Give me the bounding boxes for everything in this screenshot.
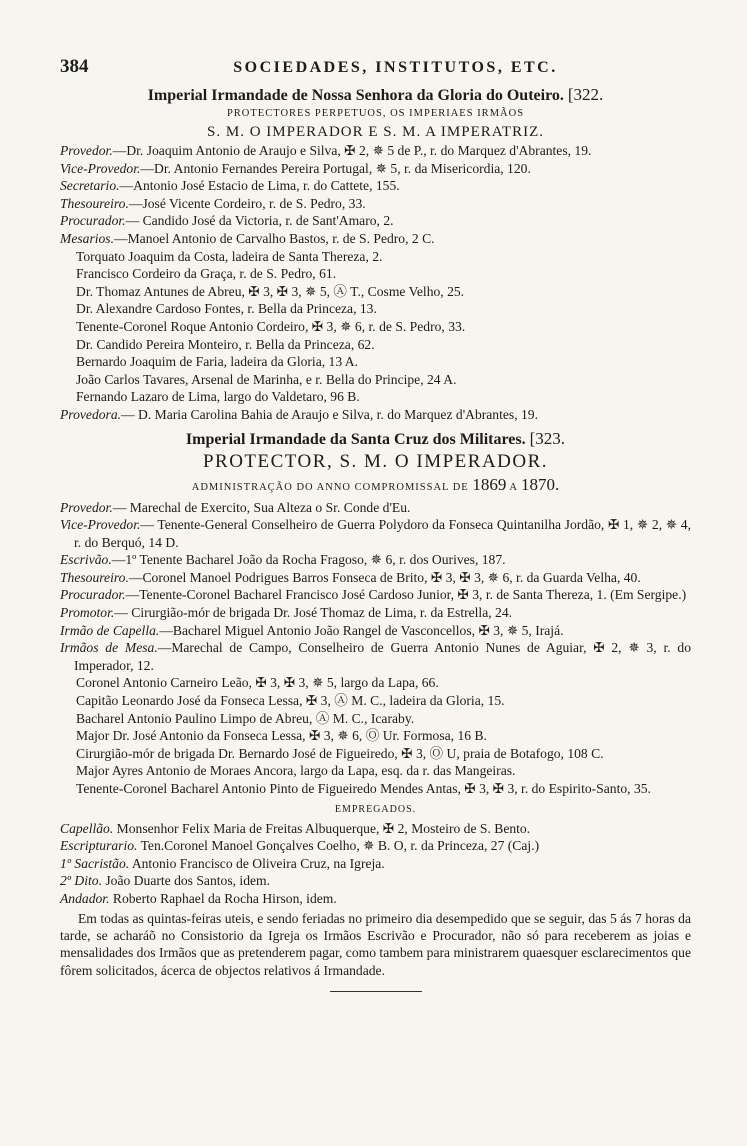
section-number: [322. <box>567 85 604 104</box>
entry-provedora <box>60 406 691 424</box>
empregados-heading: EMPREGADOS. <box>334 803 417 815</box>
mesa-item: Cirurgião-mór de brigada Dr. Bernardo José de Figueiredo, ✠ 3, Ⓞ U, praia de Botafogo, 108 C. <box>76 745 604 761</box>
section-name: Imperial Irmandade de Nossa Senhora da Gloria do Outeiro. <box>147 87 564 104</box>
running-title: SOCIEDADES, INSTITUTOS, ETC. <box>233 59 558 76</box>
entry-text: — Marechal de Exercito, Sua Alteza o Sr. Conde d'Eu. <box>112 499 411 515</box>
section-title-323 <box>60 428 691 450</box>
entry-thesoureiro <box>60 195 691 213</box>
entry-irmao-capella <box>60 622 691 640</box>
mesario-item: João Carlos Tavares, Arsenal de Marinha, e r. Bella do Principe, 24 A. <box>76 371 457 387</box>
role-label: 2º Dito. <box>60 873 102 889</box>
entry-text: —Coronel Manoel Podrigues Barros Fonseca de Brito, ✠ 3, ✠ 3, ✵ 6, r. da Guarda Velha, 40. <box>128 569 641 585</box>
empregado-item <box>60 820 691 838</box>
entry-provedor <box>60 499 691 517</box>
mesa-item: Tenente-Coronel Bacharel Antonio Pinto de Figueiredo Mendes Antas, ✠ 3, ✠ 3, r. do Espirito-Santo, 35. <box>76 781 651 796</box>
end-rule <box>330 991 422 992</box>
mesa-item: Coronel Antonio Carneiro Leão, ✠ 3, ✠ 3, ✵ 5, largo da Lapa, 66. <box>76 675 439 691</box>
role-label: Escripturario. <box>60 838 138 854</box>
role-label: Vice-Provedor. <box>60 517 141 533</box>
entry-text: — Cirurgião-mór de brigada Dr. José Thomaz de Lima, r. da Estrella, 24. <box>114 605 513 621</box>
entry-text: — D. Maria Carolina Bahia de Araujo e Silva, r. do Marquez d'Abrantes, 19. <box>121 406 538 422</box>
protectors-line: PROTECTORES PERPETUOS, OS IMPERIAES IRMÃOS <box>226 108 525 119</box>
role-label: Irmãos de Mesa. <box>60 640 158 656</box>
entry-provedor <box>60 142 691 160</box>
entry-text: — Candido José da Victoria, r. de Sant'Amaro, 2. <box>125 213 394 229</box>
empregado-item <box>60 837 691 855</box>
admin-prefix: ADMINISTRAÇÃO DO ANNO COMPROMISSAL DE <box>191 481 469 493</box>
mesario-item: Dr. Alexandre Cardoso Fontes, r. Bella da Princeza, 13. <box>76 301 377 317</box>
entry-text: — Tenente-General Conselheiro de Guerra Polydoro da Fonseca Quintanilha Jordão, ✠ 1, ✵ 2, ✵ 4, r. do Berquó, 14 D. <box>74 517 691 550</box>
empregado-item <box>60 872 691 890</box>
entry-vice-provedor <box>60 516 691 551</box>
role-label: Thesoureiro. <box>60 569 129 585</box>
entry-promotor <box>60 604 691 622</box>
protectors-names: S. M. O IMPERADOR E S. M. A IMPERATRIZ. <box>207 124 544 140</box>
mesario-item: Bernardo Joaquim de Faria, ladeira da Gloria, 13 A. <box>76 354 358 370</box>
entry-text: —Antonio José Estacio de Lima, r. do Cattete, 155. <box>119 178 400 194</box>
entry-escrivao <box>60 551 691 569</box>
entry-text: —Tenente-Coronel Bacharel Francisco José Cardoso Junior, ✠ 3, r. de Santa Thereza, 1. (Em Sergipe.) <box>125 587 687 603</box>
role-label: Promotor. <box>60 605 115 621</box>
entry-text: —Bacharel Miguel Antonio João Rangel de Vasconcellos, ✠ 3, ✵ 5, Irajá. <box>159 622 564 638</box>
mesario-item: Tenente-Coronel Roque Antonio Cordeiro, ✠ 3, ✵ 6, r. de S. Pedro, 33. <box>76 318 466 334</box>
entry-text: —Manoel Antonio de Carvalho Bastos, r. de S. Pedro, 2 C. <box>114 230 435 246</box>
role-label: Irmão de Capella. <box>60 622 160 638</box>
role-label: Thesoureiro. <box>60 195 129 211</box>
mesario-item: Francisco Cordeiro da Graça, r. de S. Pedro, 61. <box>76 266 337 282</box>
mesario-item: Dr. Candido Pereira Monteiro, r. Bella da Princeza, 62. <box>76 336 375 352</box>
entry-vice-provedor <box>60 160 691 178</box>
empregado-item <box>60 855 691 873</box>
role-label: Capellão. <box>60 820 114 836</box>
entry-irmaos-mesa <box>60 639 691 674</box>
entry-text: Ten.Coronel Manoel Gonçalves Coelho, ✵ B. O, r. da Princeza, 27 (Caj.) <box>137 838 540 854</box>
page-number: 384 <box>60 56 89 77</box>
role-label: Vice-Provedor. <box>60 160 141 176</box>
entry-text: —Marechal de Campo, Conselheiro de Guerra Antonio Nunes de Aguiar, ✠ 2, ✵ 3, r. do Imperador, 12. <box>74 640 691 673</box>
role-label: 1º Sacristão. <box>60 855 130 871</box>
role-label: Andador. <box>60 890 110 906</box>
administration-line <box>60 474 691 499</box>
section-name: Imperial Irmandade da Santa Cruz dos Militares. <box>185 430 526 448</box>
mesa-item: Bacharel Antonio Paulino Limpo de Abreu, Ⓐ M. C., Icaraby. <box>76 710 415 726</box>
role-label: Procurador. <box>60 213 126 229</box>
section-title-322 <box>60 84 691 106</box>
mesa-item: Major Ayres Antonio de Moraes Ancora, largo da Lapa, esq. da r. das Mangeiras. <box>76 763 516 779</box>
mesa-item: Capitão Leonardo José da Fonseca Lessa, ✠ 3, Ⓐ M. C., ladeira da Gloria, 15. <box>76 693 505 709</box>
entry-text: —Dr. Joaquim Antonio de Araujo e Silva, ✠ 2, ✵ 5 de P., r. do Marquez d'Abrantes, 19. <box>112 143 592 158</box>
mesa-item: Major Dr. José Antonio da Fonseca Lessa, ✠ 3, ✵ 6, Ⓞ Ur. Formosa, 16 B. <box>76 728 487 744</box>
year-end: 1870. <box>521 474 560 494</box>
role-label: Provedor. <box>60 499 113 515</box>
section-number: [323. <box>529 428 566 448</box>
role-label: Procurador. <box>60 587 126 603</box>
entry-text: —1º Tenente Bacharel João da Rocha Fragoso, ✵ 6, r. dos Ourives, 187. <box>111 552 506 568</box>
mesario-item: Fernando Lazaro de Lima, largo do Valdetaro, 96 B. <box>76 389 360 405</box>
entry-text: Antonio Francisco de Oliveira Cruz, na Igreja. <box>129 855 385 871</box>
entry-text: Monsenhor Felix Maria de Freitas Albuquerque, ✠ 2, Mosteiro de S. Bento. <box>113 820 531 836</box>
closing-paragraph: Em todas as quintas-feiras uteis, e sendo feriadas no primeiro dia desempedido que se seguir, das 5 ás 7 horas da tarde, se acharáõ no Consistorio da Igreja os Irmãos Escrivão e Procurador, não só para receberem as joias e mensalidades dos Irmãos que as pretenderem pagar, como tambem para ministrarem quaesquer esclarecimentos que fôrem solicitados, ácerca de objectos relativos á Irmandade. <box>60 910 691 978</box>
mesario-item: Dr. Thomaz Antunes de Abreu, ✠ 3, ✠ 3, ✵ 5, Ⓐ T., Cosme Velho, 25. <box>76 283 465 299</box>
year-start: 1869 <box>472 474 507 494</box>
protector-line: PROTECTOR, S. M. O IMPERADOR. <box>202 450 549 472</box>
entry-secretario <box>60 177 691 195</box>
entry-procurador <box>60 212 691 230</box>
entry-text: —Dr. Antonio Fernandes Pereira Portugal, ✵ 5, r. da Misericordia, 120. <box>140 160 531 176</box>
entry-thesoureiro <box>60 569 691 587</box>
entry-text: Roberto Raphael da Rocha Hirson, idem. <box>109 890 337 906</box>
role-label: Provedor. <box>60 143 113 158</box>
mesario-item: Torquato Joaquim da Costa, ladeira de Santa Thereza, 2. <box>76 248 383 264</box>
role-label: Mesarios. <box>60 230 114 246</box>
role-label: Escrivão. <box>60 552 112 568</box>
running-header <box>60 56 691 84</box>
admin-mid: A <box>509 481 518 493</box>
entry-procurador <box>60 586 691 604</box>
entry-text: João Duarte dos Santos, idem. <box>101 873 270 889</box>
role-label: Provedora. <box>60 406 122 422</box>
entry-text: —José Vicente Cordeiro, r. de S. Pedro, 33. <box>128 195 366 211</box>
role-label: Secretario. <box>60 178 120 194</box>
empregado-item <box>60 890 691 908</box>
entry-mesarios <box>60 230 691 248</box>
